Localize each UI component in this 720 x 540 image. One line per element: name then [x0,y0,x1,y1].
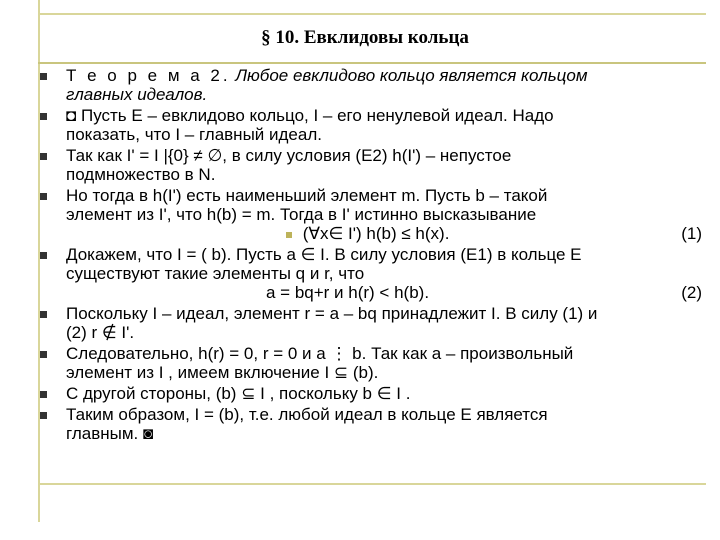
bullet-icon [40,153,47,160]
item-line: существуют такие элементы q и r, что [66,264,365,283]
list-item [40,344,710,382]
item-line: ◘ Пусть E – евклидово кольцо, I – его ненулевой идеал. Надо [66,106,554,125]
formula-2-row [66,283,710,302]
item-line: элемент из I', что h(b) = m. Тогда в I' истинно высказывание [66,205,537,224]
slide-title: § 10. Евклидовы кольца [261,27,469,48]
item-line: показать, что I – главный идеал. [66,125,322,144]
item-line: подмножество в N. [66,165,216,184]
frame-bottom-rule [38,483,706,485]
formula-1-row [66,224,710,243]
bullet-icon [40,193,47,200]
theorem-text-2: главных идеалов. [66,85,208,104]
theorem-label: Т е о р е м а 2. [66,66,231,85]
list-item [40,245,710,302]
sub-bullet-icon [286,232,292,238]
slide-body [40,66,710,443]
list-item [40,384,710,403]
item-line: Так как I' = I |{0} ≠ ∅, в силу условия (Е2) h(I') – непустое [66,146,512,165]
item-line: Следовательно, h(r) = 0, r = 0 и a ⋮ b. Так как a – произвольный [66,344,574,363]
list-item [40,146,710,184]
title-underline-rule [38,62,706,64]
bullet-icon [40,73,47,80]
item-line: главным. ◙ [66,424,154,443]
list-item-theorem [40,66,710,104]
theorem-text: Любое евклидово кольцо является кольцом [235,66,588,85]
bullet-icon [40,351,47,358]
bullet-icon [40,311,47,318]
item-line: С другой стороны, (b) ⊆ I , поскольку b ∈ I . [66,384,411,403]
list-item [40,186,710,243]
list-item [40,304,710,342]
list-item [40,405,710,443]
frame-top-rule [38,13,706,15]
item-line: Но тогда в h(I') есть наименьший элемент m. Пусть b – такой [66,186,548,205]
formula-2: a = bq+r и h(r) < h(b). [266,283,430,302]
list-item [40,106,710,144]
item-line: (2) r ∉ I'. [66,323,135,342]
bullet-icon [40,412,47,419]
bullet-icon [40,252,47,259]
formula-1: (∀x∈ I') h(b) ≤ h(x). [302,224,450,243]
formula-2-number: (2) [681,283,702,302]
formula-1-number: (1) [681,224,702,243]
item-line: Таким образом, I = (b), т.е. любой идеал в кольце E является [66,405,548,424]
bullet-icon [40,113,47,120]
item-line: Поскольку I – идеал, элемент r = a – bq принадлежит I. В силу (1) и [66,304,598,323]
bullet-icon [40,391,47,398]
item-line: элемент из I , имеем включение I ⊆ (b). [66,363,379,382]
item-line: Докажем, что I = ( b). Пусть a ∈ I. В силу условия (Е1) в кольце E [66,245,582,264]
